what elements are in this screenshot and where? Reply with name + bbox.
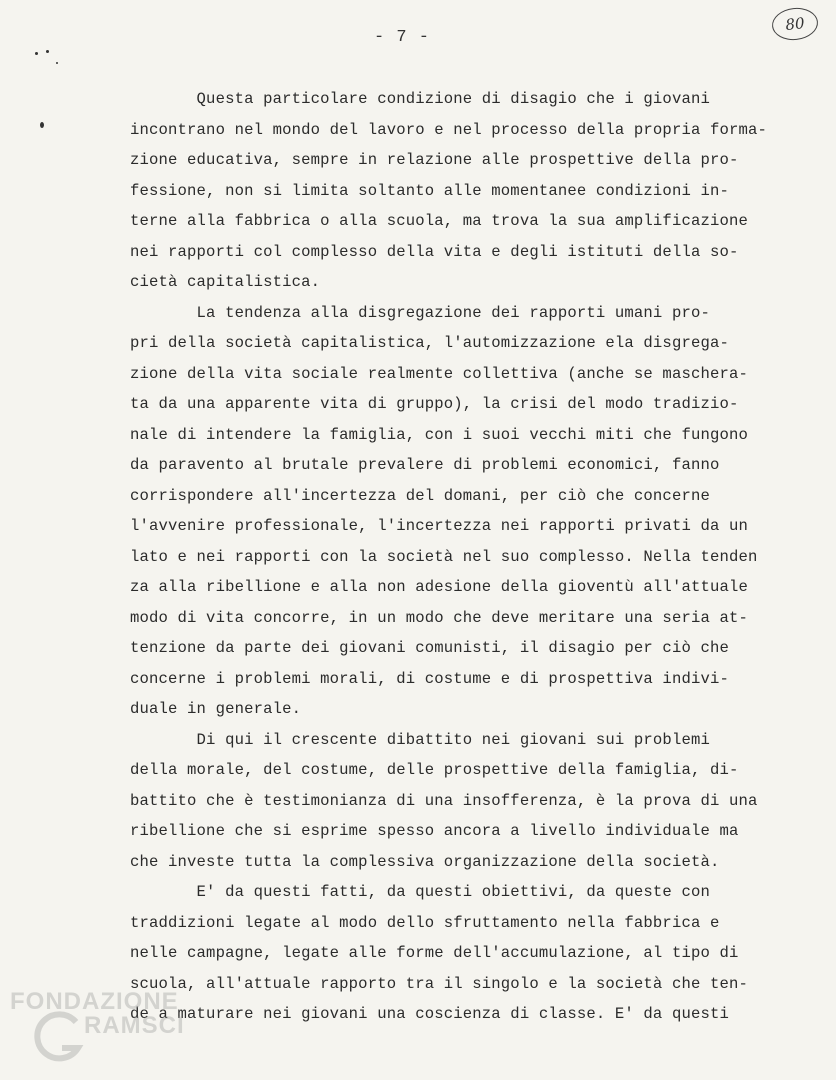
text-line: battito che è testimonianza di una insofferenza, è la prova di una xyxy=(130,791,758,810)
archive-number: 80 xyxy=(770,6,819,43)
text-line: ta da una apparente vita di gruppo), la crisi del modo tradizio- xyxy=(130,395,739,413)
text-line: cietà capitalistica. xyxy=(130,273,321,291)
text-line: scuola, all'attuale rapporto tra il singolo e la società che ten- xyxy=(130,974,749,993)
text-line: nale di intendere la famiglia, con i suoi vecchi miti che fungono xyxy=(130,425,749,444)
text-line: de a maturare nei giovani una coscienza di classe. E' da questi xyxy=(130,1005,729,1023)
text-line: za alla ribellione e alla non adesione della gioventù all'attuale xyxy=(130,578,749,596)
text-line: modo di vita concorre, in un modo che deve meritare una seria at- xyxy=(130,608,749,627)
fondazione-gramsci-watermark xyxy=(10,988,210,1068)
text-line: Questa particolare condizione di disagio che i giovani xyxy=(130,90,710,108)
text-line: l'avvenire professionale, l'incertezza nei rapporti privati da un xyxy=(130,517,749,535)
text-line: corrispondere all'incertezza del domani, per ciò che concerne xyxy=(130,486,710,505)
text-line: nei rapporti col complesso della vita e degli istituti della so- xyxy=(130,242,739,261)
text-line: concerne i problemi morali, di costume e di prospettiva indivi- xyxy=(130,669,729,688)
text-line: Di qui il crescente dibattito nei giovani sui problemi xyxy=(130,730,710,749)
watermark-line2: RAMSCI xyxy=(84,1012,185,1039)
text-line: nelle campagne, legate alle forme dell'accumulazione, al tipo di xyxy=(130,944,739,962)
gramsci-logo-icon xyxy=(32,1008,88,1064)
text-line: E' da questi fatti, da questi obiettivi, da queste con xyxy=(130,883,710,901)
watermark-line1: FONDAZIONE xyxy=(10,988,179,1015)
text-line: La tendenza alla disgregazione dei rapporti umani pro- xyxy=(130,303,710,322)
text-line: duale in generale. xyxy=(130,700,302,718)
text-line: incontrano nel mondo del lavoro e nel processo della propria forma- xyxy=(130,120,768,139)
text-line: zione della vita sociale realmente collettiva (anche se maschera- xyxy=(130,364,749,383)
ink-speck xyxy=(46,50,49,53)
text-line: tenzione da parte dei giovani comunisti, il disagio per ciò che xyxy=(130,639,729,657)
text-line: pri della società capitalistica, l'automizzazione ela disgrega- xyxy=(130,334,729,352)
text-line: zione educativa, sempre in relazione alle prospettive della pro- xyxy=(130,151,739,169)
text-line: lato e nei rapporti con la società nel suo complesso. Nella tenden xyxy=(130,547,758,566)
ink-speck xyxy=(35,52,38,55)
ink-speck xyxy=(40,122,44,128)
text-line: fessione, non si limita soltanto alle momentanee condizioni in- xyxy=(130,181,729,200)
text-line: che investe tutta la complessiva organizzazione della società. xyxy=(130,852,720,871)
ink-speck xyxy=(56,62,58,64)
text-line: terne alla fabbrica o alla scuola, ma trova la sua amplificazione xyxy=(130,212,749,230)
body-text xyxy=(130,84,810,1030)
text-line: traddizioni legate al modo dello sfruttamento nella fabbrica e xyxy=(130,913,720,932)
page-number: - 7 - xyxy=(374,28,431,47)
text-line: ribellione che si esprime spesso ancora a livello individuale ma xyxy=(130,822,739,840)
text-line: da paravento al brutale prevalere di problemi economici, fanno xyxy=(130,456,720,474)
text-line: della morale, del costume, delle prospettive della famiglia, di- xyxy=(130,761,739,779)
